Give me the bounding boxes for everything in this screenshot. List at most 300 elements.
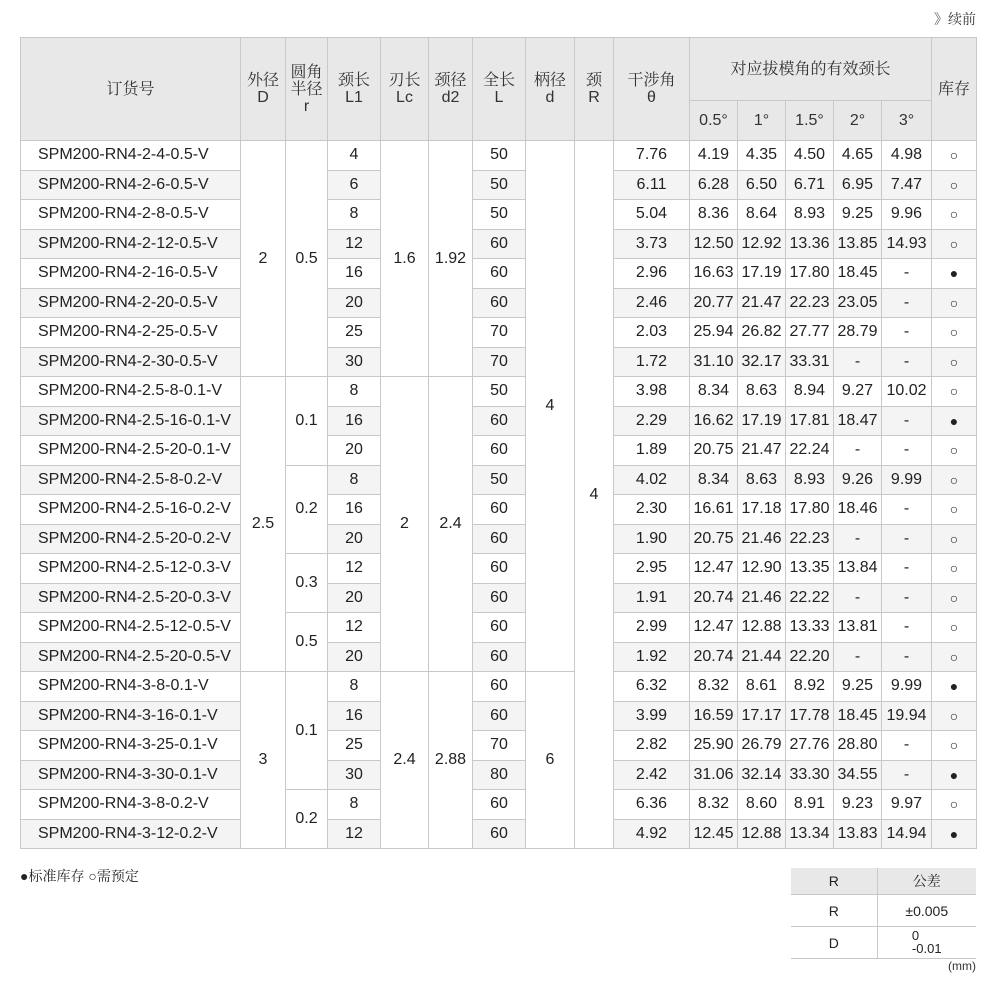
header-interference-angle: 干涉角 θ bbox=[614, 38, 690, 141]
order-number-cell: SPM200-RN4-2.5-20-0.5-V bbox=[21, 642, 241, 672]
effective-length-cell: 14.93 bbox=[882, 229, 932, 259]
table-row bbox=[21, 229, 977, 259]
effective-length-cell: 18.45 bbox=[834, 259, 882, 289]
neck-length-cell: 12 bbox=[328, 819, 381, 849]
filled-circle-icon: ● bbox=[20, 868, 29, 884]
order-number-cell: SPM200-RN4-2.5-12-0.3-V bbox=[21, 554, 241, 584]
effective-length-cell: - bbox=[882, 288, 932, 318]
effective-length-cell: 12.47 bbox=[690, 554, 738, 584]
shank-diameter-cell: 6 bbox=[526, 672, 575, 849]
neck-length-cell: 8 bbox=[328, 465, 381, 495]
header-draft-angle: 1.5° bbox=[786, 101, 834, 141]
effective-length-cell: 21.47 bbox=[738, 436, 786, 466]
interference-angle-cell: 1.72 bbox=[614, 347, 690, 377]
effective-length-cell: 20.75 bbox=[690, 436, 738, 466]
order-number-cell: SPM200-RN4-2.5-12-0.5-V bbox=[21, 613, 241, 643]
table-row bbox=[21, 406, 977, 436]
total-length-cell: 60 bbox=[473, 259, 526, 289]
shank-diameter-cell: 4 bbox=[526, 141, 575, 672]
table-row bbox=[21, 288, 977, 318]
effective-length-cell: 32.17 bbox=[738, 347, 786, 377]
effective-length-cell: 17.80 bbox=[786, 259, 834, 289]
table-row bbox=[21, 465, 977, 495]
neck-length-cell: 6 bbox=[328, 170, 381, 200]
effective-length-cell: 20.74 bbox=[690, 642, 738, 672]
stock-status-icon: ○ bbox=[932, 613, 977, 643]
stock-status-icon: ○ bbox=[932, 583, 977, 613]
effective-length-cell: 10.02 bbox=[882, 377, 932, 407]
effective-length-cell: 26.82 bbox=[738, 318, 786, 348]
interference-angle-cell: 2.99 bbox=[614, 613, 690, 643]
legend-order-text: 需预定 bbox=[96, 868, 139, 884]
total-length-cell: 70 bbox=[473, 318, 526, 348]
effective-length-cell: 17.19 bbox=[738, 259, 786, 289]
effective-length-cell: 9.25 bbox=[834, 672, 882, 702]
effective-length-cell: 8.93 bbox=[786, 200, 834, 230]
order-number-cell: SPM200-RN4-3-8-0.1-V bbox=[21, 672, 241, 702]
table-row bbox=[21, 318, 977, 348]
interference-angle-cell: 6.32 bbox=[614, 672, 690, 702]
interference-angle-cell: 3.98 bbox=[614, 377, 690, 407]
effective-length-cell: 27.76 bbox=[786, 731, 834, 761]
effective-length-cell: 17.19 bbox=[738, 406, 786, 436]
effective-length-cell: 8.34 bbox=[690, 377, 738, 407]
effective-length-cell: 4.98 bbox=[882, 141, 932, 171]
effective-length-cell: 13.33 bbox=[786, 613, 834, 643]
effective-length-cell: 9.99 bbox=[882, 465, 932, 495]
effective-length-cell: 16.61 bbox=[690, 495, 738, 525]
effective-length-cell: - bbox=[882, 436, 932, 466]
table-row bbox=[21, 554, 977, 584]
effective-length-cell: - bbox=[882, 760, 932, 790]
total-length-cell: 70 bbox=[473, 347, 526, 377]
order-number-cell: SPM200-RN4-3-30-0.1-V bbox=[21, 760, 241, 790]
tolerance-label: D bbox=[791, 927, 877, 959]
order-number-cell: SPM200-RN4-2-6-0.5-V bbox=[21, 170, 241, 200]
total-length-cell: 60 bbox=[473, 583, 526, 613]
effective-length-cell: 6.50 bbox=[738, 170, 786, 200]
total-length-cell: 50 bbox=[473, 465, 526, 495]
header-corner-radius: 圆角 半径 r bbox=[286, 38, 328, 141]
effective-length-cell: - bbox=[834, 436, 882, 466]
effective-length-cell: 8.32 bbox=[690, 790, 738, 820]
effective-length-cell: - bbox=[882, 524, 932, 554]
corner-radius-cell: 0.2 bbox=[286, 790, 328, 849]
effective-length-cell: 4.50 bbox=[786, 141, 834, 171]
header-draft-angle: 2° bbox=[834, 101, 882, 141]
effective-length-cell: 20.74 bbox=[690, 583, 738, 613]
total-length-cell: 60 bbox=[473, 701, 526, 731]
effective-length-cell: 8.61 bbox=[738, 672, 786, 702]
stock-status-icon: ○ bbox=[932, 495, 977, 525]
effective-length-cell: 20.77 bbox=[690, 288, 738, 318]
effective-length-cell: 21.46 bbox=[738, 583, 786, 613]
neck-radius-cell: 4 bbox=[575, 141, 614, 849]
effective-length-cell: - bbox=[882, 347, 932, 377]
header-draft-group: 对应拔模角的有效颈长 bbox=[690, 38, 932, 101]
effective-length-cell: 12.47 bbox=[690, 613, 738, 643]
interference-angle-cell: 2.95 bbox=[614, 554, 690, 584]
stock-status-icon: ○ bbox=[932, 554, 977, 584]
header-blade-length: 刃长 Lc bbox=[381, 38, 429, 141]
effective-length-cell: 25.90 bbox=[690, 731, 738, 761]
effective-length-cell: 22.23 bbox=[786, 288, 834, 318]
table-row bbox=[21, 347, 977, 377]
stock-status-icon: ○ bbox=[932, 318, 977, 348]
table-row bbox=[21, 259, 977, 289]
unit-label: (mm) bbox=[948, 959, 976, 973]
corner-radius-cell: 0.1 bbox=[286, 672, 328, 790]
interference-angle-cell: 2.42 bbox=[614, 760, 690, 790]
neck-length-cell: 20 bbox=[328, 642, 381, 672]
neck-length-cell: 12 bbox=[328, 229, 381, 259]
header-neck-radius: 颈 R bbox=[575, 38, 614, 141]
effective-length-cell: 12.45 bbox=[690, 819, 738, 849]
effective-length-cell: 13.34 bbox=[786, 819, 834, 849]
neck-length-cell: 12 bbox=[328, 554, 381, 584]
effective-length-cell: 9.27 bbox=[834, 377, 882, 407]
table-row bbox=[21, 672, 977, 702]
header-draft-angle: 0.5° bbox=[690, 101, 738, 141]
effective-length-cell: 14.94 bbox=[882, 819, 932, 849]
order-number-cell: SPM200-RN4-3-12-0.2-V bbox=[21, 819, 241, 849]
stock-status-icon: ○ bbox=[932, 347, 977, 377]
effective-length-cell: - bbox=[834, 347, 882, 377]
order-number-cell: SPM200-RN4-2-30-0.5-V bbox=[21, 347, 241, 377]
effective-length-cell: 9.25 bbox=[834, 200, 882, 230]
effective-length-cell: 8.32 bbox=[690, 672, 738, 702]
order-number-cell: SPM200-RN4-2.5-20-0.3-V bbox=[21, 583, 241, 613]
effective-length-cell: 9.99 bbox=[882, 672, 932, 702]
interference-angle-cell: 4.92 bbox=[614, 819, 690, 849]
effective-length-cell: 34.55 bbox=[834, 760, 882, 790]
neck-length-cell: 20 bbox=[328, 583, 381, 613]
effective-length-cell: 16.62 bbox=[690, 406, 738, 436]
effective-length-cell: 8.92 bbox=[786, 672, 834, 702]
table-row bbox=[21, 583, 977, 613]
stock-status-icon: ● bbox=[932, 672, 977, 702]
effective-length-cell: 26.79 bbox=[738, 731, 786, 761]
effective-length-cell: 9.23 bbox=[834, 790, 882, 820]
stock-status-icon: ○ bbox=[932, 377, 977, 407]
stock-status-icon: ○ bbox=[932, 141, 977, 171]
neck-length-cell: 12 bbox=[328, 613, 381, 643]
effective-length-cell: 33.30 bbox=[786, 760, 834, 790]
neck-length-cell: 16 bbox=[328, 701, 381, 731]
stock-status-icon: ○ bbox=[932, 465, 977, 495]
effective-length-cell: 31.10 bbox=[690, 347, 738, 377]
effective-length-cell: 17.17 bbox=[738, 701, 786, 731]
effective-length-cell: 22.20 bbox=[786, 642, 834, 672]
stock-status-icon: ● bbox=[932, 406, 977, 436]
table-row bbox=[21, 642, 977, 672]
interference-angle-cell: 2.29 bbox=[614, 406, 690, 436]
corner-radius-cell: 0.3 bbox=[286, 554, 328, 613]
total-length-cell: 70 bbox=[473, 731, 526, 761]
effective-length-cell: 12.92 bbox=[738, 229, 786, 259]
interference-angle-cell: 4.02 bbox=[614, 465, 690, 495]
spec-table bbox=[20, 37, 977, 849]
effective-length-cell: 33.31 bbox=[786, 347, 834, 377]
effective-length-cell: 8.36 bbox=[690, 200, 738, 230]
effective-length-cell: 4.35 bbox=[738, 141, 786, 171]
outer-diameter-cell: 2 bbox=[241, 141, 286, 377]
effective-length-cell: 13.84 bbox=[834, 554, 882, 584]
order-number-cell: SPM200-RN4-2-4-0.5-V bbox=[21, 141, 241, 171]
corner-radius-cell: 0.1 bbox=[286, 377, 328, 466]
order-number-cell: SPM200-RN4-2.5-16-0.1-V bbox=[21, 406, 241, 436]
tolerance-lower: -0.01 bbox=[911, 941, 942, 956]
effective-length-cell: - bbox=[834, 642, 882, 672]
effective-length-cell: 7.47 bbox=[882, 170, 932, 200]
stock-status-icon: ○ bbox=[932, 731, 977, 761]
effective-length-cell: 13.85 bbox=[834, 229, 882, 259]
blade-length-cell: 1.6 bbox=[381, 141, 429, 377]
header-draft-angle: 3° bbox=[882, 101, 932, 141]
interference-angle-cell: 1.90 bbox=[614, 524, 690, 554]
table-row bbox=[21, 819, 977, 849]
total-length-cell: 60 bbox=[473, 819, 526, 849]
effective-length-cell: 27.77 bbox=[786, 318, 834, 348]
stock-status-icon: ○ bbox=[932, 170, 977, 200]
effective-length-cell: 8.60 bbox=[738, 790, 786, 820]
interference-angle-cell: 2.30 bbox=[614, 495, 690, 525]
interference-angle-cell: 1.91 bbox=[614, 583, 690, 613]
order-number-cell: SPM200-RN4-3-8-0.2-V bbox=[21, 790, 241, 820]
total-length-cell: 50 bbox=[473, 141, 526, 171]
effective-length-cell: 18.47 bbox=[834, 406, 882, 436]
stock-status-icon: ○ bbox=[932, 701, 977, 731]
table-row bbox=[21, 170, 977, 200]
effective-length-cell: 18.46 bbox=[834, 495, 882, 525]
effective-length-cell: 6.71 bbox=[786, 170, 834, 200]
stock-status-icon: ○ bbox=[932, 200, 977, 230]
tolerance-value bbox=[877, 927, 976, 959]
interference-angle-cell: 3.99 bbox=[614, 701, 690, 731]
effective-length-cell: 8.34 bbox=[690, 465, 738, 495]
effective-length-cell: 21.46 bbox=[738, 524, 786, 554]
total-length-cell: 50 bbox=[473, 200, 526, 230]
tolerance-header-r: R bbox=[791, 868, 877, 895]
effective-length-cell: 8.91 bbox=[786, 790, 834, 820]
total-length-cell: 60 bbox=[473, 524, 526, 554]
table-row bbox=[21, 377, 977, 407]
neck-length-cell: 8 bbox=[328, 200, 381, 230]
effective-length-cell: 19.94 bbox=[882, 701, 932, 731]
effective-length-cell: - bbox=[882, 642, 932, 672]
table-row bbox=[21, 613, 977, 643]
table-row bbox=[21, 495, 977, 525]
stock-status-icon: ○ bbox=[932, 288, 977, 318]
effective-length-cell: 17.80 bbox=[786, 495, 834, 525]
order-number-cell: SPM200-RN4-2.5-20-0.2-V bbox=[21, 524, 241, 554]
effective-length-cell: 12.88 bbox=[738, 819, 786, 849]
stock-status-icon: ○ bbox=[932, 436, 977, 466]
effective-length-cell: 12.90 bbox=[738, 554, 786, 584]
header-stock: 库存 bbox=[932, 38, 977, 141]
header-shank-diameter: 柄径 d bbox=[526, 38, 575, 141]
interference-angle-cell: 2.46 bbox=[614, 288, 690, 318]
tolerance-header-tolerance: 公差 bbox=[877, 868, 976, 895]
effective-length-cell: 28.79 bbox=[834, 318, 882, 348]
interference-angle-cell: 1.92 bbox=[614, 642, 690, 672]
effective-length-cell: - bbox=[882, 259, 932, 289]
outer-diameter-cell: 3 bbox=[241, 672, 286, 849]
order-number-cell: SPM200-RN4-2.5-8-0.2-V bbox=[21, 465, 241, 495]
interference-angle-cell: 3.73 bbox=[614, 229, 690, 259]
order-number-cell: SPM200-RN4-2-8-0.5-V bbox=[21, 200, 241, 230]
neck-length-cell: 4 bbox=[328, 141, 381, 171]
header-order-no: 订货号 bbox=[21, 38, 241, 141]
interference-angle-cell: 2.82 bbox=[614, 731, 690, 761]
effective-length-cell: 18.45 bbox=[834, 701, 882, 731]
blade-length-cell: 2.4 bbox=[381, 672, 429, 849]
neck-length-cell: 20 bbox=[328, 524, 381, 554]
effective-length-cell: 22.24 bbox=[786, 436, 834, 466]
effective-length-cell: 17.81 bbox=[786, 406, 834, 436]
neck-diameter-cell: 2.88 bbox=[429, 672, 473, 849]
blade-length-cell: 2 bbox=[381, 377, 429, 672]
effective-length-cell: 6.28 bbox=[690, 170, 738, 200]
effective-length-cell: - bbox=[882, 318, 932, 348]
order-number-cell: SPM200-RN4-2.5-20-0.1-V bbox=[21, 436, 241, 466]
effective-length-cell: 4.19 bbox=[690, 141, 738, 171]
interference-angle-cell: 7.76 bbox=[614, 141, 690, 171]
stock-status-icon: ● bbox=[932, 819, 977, 849]
header-neck-length: 颈长 L1 bbox=[328, 38, 381, 141]
stock-status-icon: ○ bbox=[932, 790, 977, 820]
header-neck-diameter: 颈径 d2 bbox=[429, 38, 473, 141]
corner-radius-cell: 0.5 bbox=[286, 613, 328, 672]
effective-length-cell: - bbox=[834, 524, 882, 554]
stock-status-icon: ○ bbox=[932, 642, 977, 672]
effective-length-cell: - bbox=[882, 554, 932, 584]
order-number-cell: SPM200-RN4-3-25-0.1-V bbox=[21, 731, 241, 761]
stock-status-icon: ● bbox=[932, 259, 977, 289]
order-number-cell: SPM200-RN4-3-16-0.1-V bbox=[21, 701, 241, 731]
effective-length-cell: 31.06 bbox=[690, 760, 738, 790]
effective-length-cell: 8.64 bbox=[738, 200, 786, 230]
order-number-cell: SPM200-RN4-2-16-0.5-V bbox=[21, 259, 241, 289]
total-length-cell: 60 bbox=[473, 790, 526, 820]
effective-length-cell: 13.35 bbox=[786, 554, 834, 584]
tolerance-table bbox=[791, 868, 976, 959]
effective-length-cell: 16.63 bbox=[690, 259, 738, 289]
neck-diameter-cell: 2.4 bbox=[429, 377, 473, 672]
effective-length-cell: 8.63 bbox=[738, 465, 786, 495]
corner-radius-cell: 0.2 bbox=[286, 465, 328, 554]
total-length-cell: 60 bbox=[473, 554, 526, 584]
effective-length-cell: 13.81 bbox=[834, 613, 882, 643]
table-row bbox=[21, 436, 977, 466]
effective-length-cell: 22.23 bbox=[786, 524, 834, 554]
table-row bbox=[21, 200, 977, 230]
effective-length-cell: 32.14 bbox=[738, 760, 786, 790]
neck-length-cell: 16 bbox=[328, 259, 381, 289]
total-length-cell: 80 bbox=[473, 760, 526, 790]
neck-diameter-cell: 1.92 bbox=[429, 141, 473, 377]
effective-length-cell: 17.18 bbox=[738, 495, 786, 525]
tolerance-value: ±0.005 bbox=[877, 895, 976, 927]
order-number-cell: SPM200-RN4-2.5-16-0.2-V bbox=[21, 495, 241, 525]
effective-length-cell: 9.26 bbox=[834, 465, 882, 495]
tolerance-label: R bbox=[791, 895, 877, 927]
order-number-cell: SPM200-RN4-2-12-0.5-V bbox=[21, 229, 241, 259]
total-length-cell: 60 bbox=[473, 406, 526, 436]
neck-length-cell: 20 bbox=[328, 288, 381, 318]
total-length-cell: 60 bbox=[473, 288, 526, 318]
neck-length-cell: 30 bbox=[328, 760, 381, 790]
effective-length-cell: 20.75 bbox=[690, 524, 738, 554]
effective-length-cell: 23.05 bbox=[834, 288, 882, 318]
effective-length-cell: 17.78 bbox=[786, 701, 834, 731]
neck-length-cell: 8 bbox=[328, 790, 381, 820]
order-number-cell: SPM200-RN4-2.5-8-0.1-V bbox=[21, 377, 241, 407]
table-row bbox=[21, 760, 977, 790]
total-length-cell: 60 bbox=[473, 672, 526, 702]
interference-angle-cell: 1.89 bbox=[614, 436, 690, 466]
order-number-cell: SPM200-RN4-2-25-0.5-V bbox=[21, 318, 241, 348]
effective-length-cell: - bbox=[882, 731, 932, 761]
effective-length-cell: 9.97 bbox=[882, 790, 932, 820]
effective-length-cell: 8.63 bbox=[738, 377, 786, 407]
effective-length-cell: 4.65 bbox=[834, 141, 882, 171]
total-length-cell: 60 bbox=[473, 613, 526, 643]
stock-legend bbox=[20, 866, 139, 886]
stock-status-icon: ○ bbox=[932, 524, 977, 554]
total-length-cell: 60 bbox=[473, 495, 526, 525]
tolerance-upper: 0 bbox=[911, 928, 920, 943]
effective-length-cell: - bbox=[882, 406, 932, 436]
header-draft-angle: 1° bbox=[738, 101, 786, 141]
continued-label: 》续前 bbox=[934, 11, 976, 27]
header-outer-diameter: 外径 D bbox=[241, 38, 286, 141]
table-row bbox=[21, 701, 977, 731]
legend-standard-text: 标准库存 bbox=[28, 868, 85, 884]
effective-length-cell: - bbox=[834, 583, 882, 613]
neck-length-cell: 25 bbox=[328, 731, 381, 761]
effective-length-cell: 13.36 bbox=[786, 229, 834, 259]
neck-length-cell: 16 bbox=[328, 495, 381, 525]
neck-length-cell: 25 bbox=[328, 318, 381, 348]
effective-length-cell: 28.80 bbox=[834, 731, 882, 761]
interference-angle-cell: 6.11 bbox=[614, 170, 690, 200]
effective-length-cell: 12.50 bbox=[690, 229, 738, 259]
neck-length-cell: 8 bbox=[328, 377, 381, 407]
table-row bbox=[21, 524, 977, 554]
total-length-cell: 50 bbox=[473, 170, 526, 200]
effective-length-cell: 8.94 bbox=[786, 377, 834, 407]
effective-length-cell: 13.83 bbox=[834, 819, 882, 849]
effective-length-cell: 6.95 bbox=[834, 170, 882, 200]
effective-length-cell: 25.94 bbox=[690, 318, 738, 348]
effective-length-cell: 8.93 bbox=[786, 465, 834, 495]
effective-length-cell: 21.47 bbox=[738, 288, 786, 318]
total-length-cell: 60 bbox=[473, 642, 526, 672]
effective-length-cell: 22.22 bbox=[786, 583, 834, 613]
effective-length-cell: - bbox=[882, 613, 932, 643]
interference-angle-cell: 2.96 bbox=[614, 259, 690, 289]
hollow-circle-icon: ○ bbox=[88, 868, 97, 884]
stock-status-icon: ● bbox=[932, 760, 977, 790]
interference-angle-cell: 2.03 bbox=[614, 318, 690, 348]
effective-length-cell: - bbox=[882, 495, 932, 525]
order-number-cell: SPM200-RN4-2-20-0.5-V bbox=[21, 288, 241, 318]
effective-length-cell: 16.59 bbox=[690, 701, 738, 731]
header-total-length: 全长 L bbox=[473, 38, 526, 141]
neck-length-cell: 16 bbox=[328, 406, 381, 436]
effective-length-cell: 9.96 bbox=[882, 200, 932, 230]
